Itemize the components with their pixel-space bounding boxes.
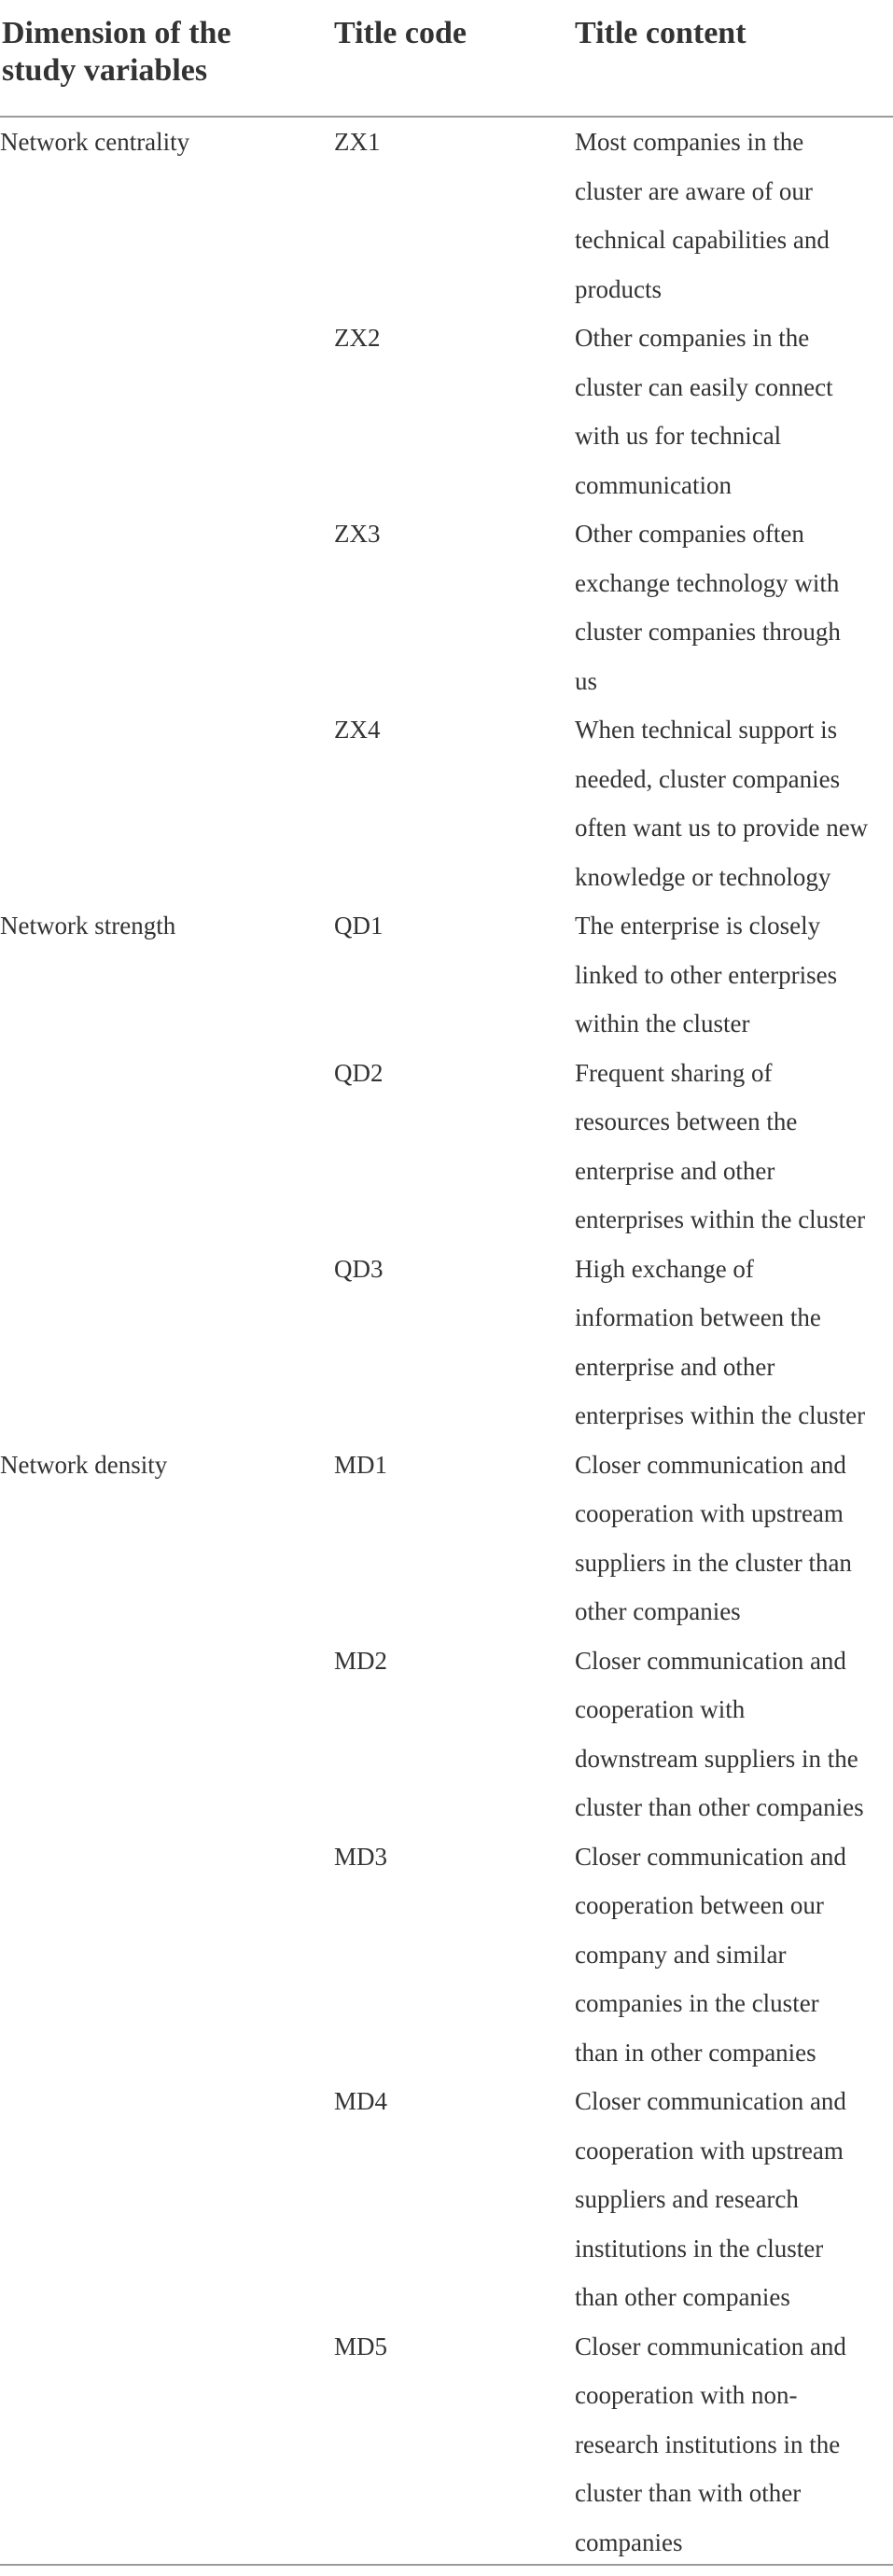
content-line: The enterprise is closely [575, 912, 821, 940]
content-line: enterprise and other [575, 1156, 775, 1185]
title-code-cell: MD2 [334, 1646, 388, 1675]
title-content-cell [575, 1441, 893, 1636]
content-line: us [575, 666, 598, 695]
content-line: cluster can easily connect [575, 372, 833, 401]
content-line: cooperation between our [575, 1891, 824, 1919]
content-line: other companies [575, 1597, 741, 1625]
content-line: cooperation with non- [575, 2381, 798, 2409]
content-line: than other companies [575, 2283, 790, 2311]
content-line: cluster than other companies [575, 1793, 864, 1821]
content-line: enterprises within the cluster [575, 1401, 866, 1429]
content-line: cooperation with [575, 1695, 746, 1723]
content-line: than in other companies [575, 2038, 816, 2067]
title-code-cell: QD2 [334, 1058, 384, 1087]
table-row [0, 1441, 893, 1636]
title-code-cell: MD1 [334, 1450, 388, 1479]
title-content-cell [575, 705, 893, 901]
table-row [0, 2322, 893, 2568]
title-content-cell [575, 118, 893, 313]
table-row [0, 1049, 893, 1245]
content-line: company and similar [575, 1940, 787, 1969]
table-row [0, 2077, 893, 2322]
table-row [0, 1832, 893, 2078]
content-line: resources between the [575, 1107, 798, 1135]
title-code-cell: ZX2 [334, 324, 381, 352]
content-line: Closer communication and [575, 2332, 846, 2360]
table-row [0, 509, 893, 705]
content-line: within the cluster [575, 1010, 750, 1037]
title-content-cell [575, 1245, 893, 1441]
content-line: companies [575, 2527, 683, 2556]
title-code-cell: ZX4 [334, 716, 381, 744]
content-line: downstream suppliers in the [575, 1744, 858, 1773]
content-line: knowledge or technology [575, 862, 831, 891]
table-row [0, 901, 893, 1049]
header-title-code: Title code [334, 16, 467, 50]
content-line: products [575, 274, 662, 303]
title-code-cell: MD3 [334, 1842, 388, 1871]
content-line: information between the [575, 1303, 821, 1331]
content-line: research institutions in the [575, 2430, 841, 2458]
dimension-cell: Network strength [0, 912, 176, 940]
title-code-cell: MD4 [334, 2087, 388, 2115]
table-header [0, 0, 893, 118]
table-row [0, 313, 893, 509]
title-code-cell: QD3 [334, 1254, 384, 1283]
title-code-cell: ZX1 [334, 128, 381, 156]
content-line: exchange technology with [575, 568, 840, 597]
content-line: suppliers and research [575, 2185, 799, 2213]
content-line: with us for technical [575, 422, 782, 450]
content-line: companies in the cluster [575, 1989, 819, 2017]
content-line: cooperation with upstream [575, 2136, 844, 2165]
table-row [0, 1245, 893, 1441]
content-line: High exchange of [575, 1254, 754, 1283]
content-line: cluster are aware of our [575, 176, 813, 205]
content-line: Other companies often [575, 520, 804, 548]
title-content-cell [575, 1832, 893, 2078]
content-line: communication [575, 470, 732, 499]
content-line: Closer communication and [575, 1646, 846, 1675]
header-title-content: Title content [575, 16, 746, 50]
title-code-cell: MD5 [334, 2332, 388, 2360]
content-line: linked to other enterprises [575, 960, 838, 989]
content-line: institutions in the cluster [575, 2234, 824, 2263]
table-row [0, 118, 893, 313]
content-line: Closer communication and [575, 1842, 846, 1871]
title-content-cell [575, 901, 893, 1049]
content-line: cluster companies through [575, 618, 841, 646]
title-code-cell: ZX3 [334, 520, 381, 548]
content-line: Closer communication and [575, 1450, 846, 1479]
title-content-cell [575, 1049, 893, 1245]
header-dimension: Dimension of the study variables [2, 16, 231, 88]
content-line: cluster than with other [575, 2479, 802, 2507]
table-body [0, 118, 893, 2567]
title-content-cell [575, 1636, 893, 1832]
content-line: Frequent sharing of [575, 1058, 773, 1087]
content-line: Most companies in the [575, 128, 804, 156]
title-code-cell: QD1 [334, 912, 384, 940]
content-line: often want us to provide new [575, 814, 869, 842]
title-content-cell [575, 509, 893, 705]
content-line: suppliers in the cluster than [575, 1548, 852, 1577]
title-content-cell [575, 2322, 893, 2568]
dimension-cell: Network centrality [0, 128, 190, 156]
content-line: enterprises within the cluster [575, 1205, 866, 1233]
dimension-cell: Network density [0, 1450, 168, 1479]
content-line: needed, cluster companies [575, 764, 841, 793]
content-line: Closer communication and [575, 2087, 846, 2115]
table-row [0, 1636, 893, 1832]
content-line: technical capabilities and [575, 226, 830, 254]
content-line: When technical support is [575, 716, 838, 744]
table-row [0, 705, 893, 901]
content-line: enterprise and other [575, 1352, 775, 1381]
title-content-cell [575, 313, 893, 509]
content-line: cooperation with upstream [575, 1499, 844, 1527]
content-line: Other companies in the [575, 324, 810, 352]
title-content-cell [575, 2077, 893, 2322]
table-bottom-rule [0, 2564, 893, 2566]
